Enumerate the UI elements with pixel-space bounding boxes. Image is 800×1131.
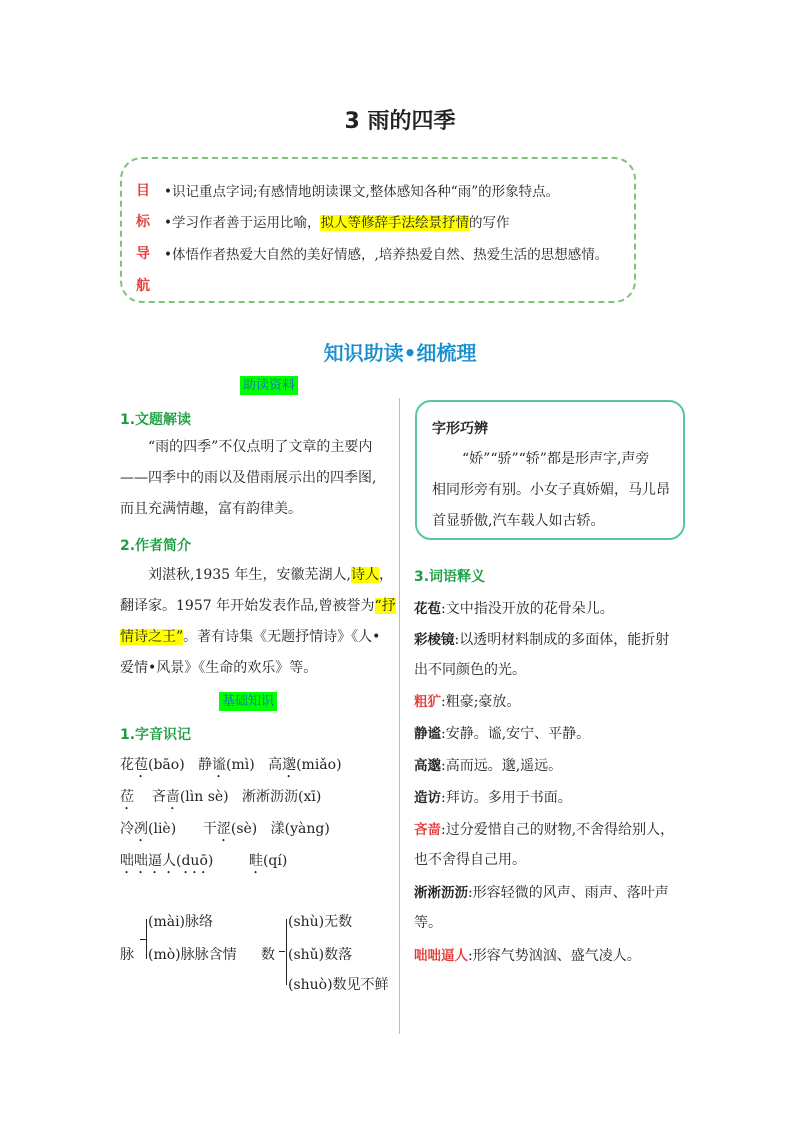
glossary-entry <box>414 944 641 965</box>
column-divider <box>399 398 400 1034</box>
pinyin-char-dotted: 邈 <box>282 757 297 773</box>
glossary-entry <box>414 628 669 649</box>
polyphone-shu-3: (shuò)数见不鲜 <box>288 977 389 993</box>
glossary-definition: :高而远。邈,遥远。 <box>441 758 563 774</box>
glossary-term: 淅淅沥沥 <box>414 885 468 901</box>
glossary-entry <box>414 754 562 775</box>
polyphone-shu-char: 数 <box>261 947 275 963</box>
heading-pronunciation: 1.字音识记 <box>120 727 192 743</box>
glossary-entry <box>414 818 674 839</box>
glossary-definition: :过分爱惜自己的财物,不舍得给别人， <box>441 822 675 838</box>
tip-line-2: 相同形旁有别。小女子真娇媚，马儿昂 <box>432 482 670 498</box>
glossary-term: 高邈 <box>414 758 441 774</box>
pinyin-char-dotted: 冽 <box>134 821 148 837</box>
author-line-1 <box>148 560 393 591</box>
polyphone-mai-char: 脉 <box>120 947 134 963</box>
glossary-term: 造访 <box>414 790 441 806</box>
pinyin-word: 漾(yàng) <box>270 821 330 837</box>
page-title: 3 雨的四季 <box>344 109 456 134</box>
goal-label-1: 目 <box>136 183 150 199</box>
polyphone-mai-1: (mài)脉络 <box>148 914 214 930</box>
glossary-definition: :形容轻微的风声、雨声、落叶声 <box>468 885 669 901</box>
author-highlight-title-a: “抒 <box>374 598 396 614</box>
glossary-definition: 等。 <box>414 915 442 931</box>
glossary-definition: 也不舍得自己用。 <box>414 852 526 868</box>
section-title: 知识助读•细梳理 <box>323 341 477 365</box>
pinyin-char-dotted: 啬 <box>165 789 180 805</box>
pinyin-row-2 <box>120 786 321 813</box>
paragraph-title-line-2: ——四季中的雨以及借雨展示出的四季图, <box>120 470 377 486</box>
pinyin-reading: (bāo) <box>148 757 185 773</box>
pinyin-char-dotted: 谧 <box>212 757 227 773</box>
goal-line-2 <box>164 211 509 231</box>
pinyin-char-dotted: 畦 <box>248 853 263 869</box>
goal-label-4: 航 <box>136 278 150 294</box>
tip-title: 字形巧辨 <box>432 421 488 437</box>
author-line-1-text: 刘湛秋,1935 年生，安徽芜湖人, <box>148 567 351 583</box>
goal-line-2-end: 的写作 <box>468 215 510 231</box>
glossary-term: 彩棱镜 <box>414 632 455 648</box>
glossary-term: 吝啬 <box>414 822 441 838</box>
polyphone-shu-2: (shǔ)数落 <box>288 947 353 963</box>
tag-reading-material: 助读资料 <box>240 376 298 395</box>
glossary-entry <box>414 722 590 743</box>
pinyin-word-dotted: 咄咄逼人(duō) <box>120 853 214 869</box>
glossary-term: 花苞 <box>414 601 441 617</box>
heading-word-meanings: 3.词语释义 <box>414 569 486 585</box>
glossary-term: 粗犷 <box>414 694 441 710</box>
pinyin-char: 静 <box>198 757 213 773</box>
pinyin-char: 高 <box>268 757 283 773</box>
glossary-definition: :形容气势汹汹、盛气凌人。 <box>468 948 641 964</box>
author-line-1-punct: ， <box>378 567 393 583</box>
glossary-entry <box>414 690 520 711</box>
pinyin-reading: (sè) <box>230 821 258 837</box>
glossary-definition: :粗豪;豪放。 <box>441 694 521 710</box>
glossary-definition: :文中指没开放的花骨朵儿。 <box>441 601 614 617</box>
glossary-term: 咄咄逼人 <box>414 948 468 964</box>
pinyin-row-3 <box>120 818 330 845</box>
goal-label-3: 导 <box>136 246 150 262</box>
author-highlight-title-b: 情诗之王” <box>120 629 184 645</box>
brace-shu <box>286 919 287 985</box>
paragraph-title-line-1: “雨的四季”不仅点明了文章的主要内 <box>148 439 373 455</box>
glossary-definition: :安静。谧,安宁、平静。 <box>441 726 591 742</box>
pinyin-reading: (miǎo) <box>296 757 342 773</box>
polyphone-mai-2: (mò)脉脉含情 <box>148 947 237 963</box>
heading-title-interpretation: 1.文题解读 <box>120 412 192 428</box>
glossary-definition: 出不同颜色的光。 <box>414 662 526 678</box>
heading-author-intro: 2.作者简介 <box>120 538 192 554</box>
glossary-definition: :以透明材料制成的多面体，能折射 <box>454 632 670 648</box>
tip-line-1: “娇”“骄”“轿”都是形声字,声旁 <box>462 451 650 467</box>
goal-highlight: 拟人等修辞手法绘景抒情 <box>320 215 469 231</box>
author-line-3-text: 。著有诗集《无题抒情诗》《人• <box>183 629 381 645</box>
pinyin-word: 淅淅沥沥(xī) <box>242 789 322 805</box>
pinyin-reading: (liè) <box>148 821 177 837</box>
brace-shu-tick <box>279 951 285 952</box>
glossary-term: 静谧 <box>414 726 441 742</box>
author-line-4: 爱情•风景》《生命的欢乐》等。 <box>120 660 318 676</box>
pinyin-reading: (lìn sè) <box>179 789 229 805</box>
pinyin-char: 花 <box>120 757 134 773</box>
goal-line-1: •识记重点字词;有感情地朗读课文,整体感知各种“雨”的形象特点。 <box>164 184 560 200</box>
author-highlight-poet: 诗人 <box>350 567 379 583</box>
glossary-entry <box>414 881 669 902</box>
goal-line-3: •体悟作者热爱大自然的美好情感，,培养热爱自然、热爱生活的思想感情。 <box>164 247 609 263</box>
pinyin-char: 干 <box>202 821 217 837</box>
author-line-2-text: 翻译家。1957 年开始发表作品,曾被誉为 <box>120 598 375 614</box>
author-line-2 <box>120 591 396 622</box>
glossary-entry <box>414 849 526 869</box>
pinyin-reading: (mì) <box>226 757 255 773</box>
pinyin-char: 吝 <box>151 789 166 805</box>
pinyin-char-dotted: 涩 <box>216 821 231 837</box>
brace-mai-tick <box>140 939 146 940</box>
goal-line-2-text: •学习作者善于运用比喻， <box>164 215 321 231</box>
glossary-entry <box>414 912 442 932</box>
pinyin-word-dotted: 莅 <box>120 789 134 805</box>
pinyin-row-4 <box>120 850 287 877</box>
glossary-entry <box>414 659 526 679</box>
pinyin-char: 冷 <box>120 821 134 837</box>
tag-basic-knowledge: 基础知识 <box>219 692 277 711</box>
brace-mai <box>146 919 147 959</box>
tip-line-3: 首显骄傲,汽车载人如古轿。 <box>432 513 605 529</box>
goal-label-2: 标 <box>136 214 150 230</box>
pinyin-reading: (qí) <box>262 853 288 869</box>
polyphone-shu-1: (shù)无数 <box>288 914 353 930</box>
pinyin-char-dotted: 苞 <box>134 757 148 773</box>
glossary-definition: :拜访。多用于书面。 <box>441 790 572 806</box>
paragraph-title-line-3: 而且充满情趣，富有韵律美。 <box>120 501 302 517</box>
glossary-entry <box>414 597 614 618</box>
pinyin-row-1 <box>120 754 342 781</box>
author-line-3 <box>120 622 380 653</box>
glossary-entry <box>414 786 572 807</box>
